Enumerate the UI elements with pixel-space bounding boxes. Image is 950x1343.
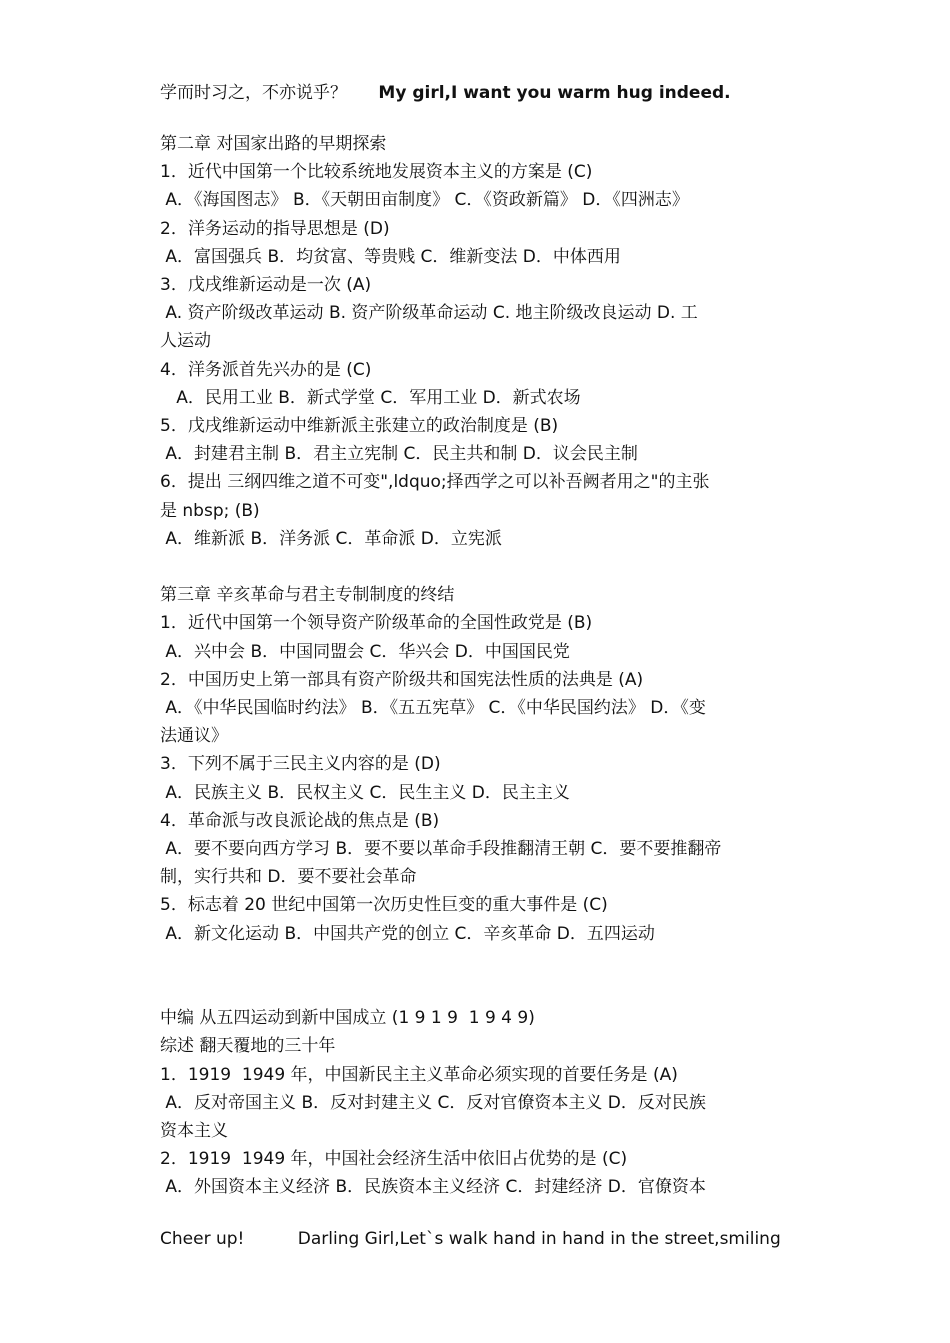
text-line: 第三章 辛亥革命与君主专制制度的终结 <box>160 585 455 606</box>
text-line: 法通议》 <box>160 726 228 747</box>
text-line: 3．戊戌维新运动是一次 (A) <box>160 275 372 296</box>
text-line: 5．标志着 20 世纪中国第一次历史性巨变的重大事件是 (C) <box>160 895 608 916</box>
document-body <box>160 130 800 1202</box>
text-line: 中编 从五四运动到新中国成立 (1 9 1 9 1 9 4 9) <box>160 1008 535 1029</box>
text-line: 人运动 <box>160 331 211 352</box>
text-line: A．外国资本主义经济 B．民族资本主义经济 C．封建经济 D．官僚资本 <box>160 1177 706 1198</box>
text-line: A．《中华民国临时约法》 B．《五五宪草》 C．《中华民国约法》 D．《变 <box>160 698 706 719</box>
text-line: 5．戊戌维新运动中维新派主张建立的政治制度是 (B) <box>160 416 559 437</box>
header-line <box>160 78 731 103</box>
text-line: A．民用工业 B．新式学堂 C．军用工业 D．新式农场 <box>160 387 581 408</box>
text-line: A．富国强兵 B．均贫富、等贵贱 C．维新变法 D．中体西用 <box>160 246 621 267</box>
text-line: 6．提出 三纲四维之道不可变",ldquo;择西学之可以补吾阙者用之"的主张 <box>160 472 710 493</box>
text-line: 资本主义 <box>160 1121 228 1142</box>
text-line: A．反对帝国主义 B．反对封建主义 C．反对官僚资本主义 D．反对民族 <box>160 1092 706 1113</box>
footer-left: Cheer up! <box>160 1229 245 1249</box>
text-line <box>160 948 800 976</box>
text-line: 1．近代中国第一个比较系统地发展资本主义的方案是 (C) <box>160 162 593 183</box>
text-line: A．封建君主制 B．君主立宪制 C．民主共和制 D．议会民主制 <box>160 444 638 465</box>
text-line: A．要不要向西方学习 B．要不要以革命手段推翻清王朝 C．要不要推翻帝 <box>160 839 722 860</box>
text-line: A．兴中会 B．中国同盟会 C．华兴会 D．中国国民党 <box>160 641 570 662</box>
text-line: A．新文化运动 B．中国共产党的创立 C．辛亥革命 D．五四运动 <box>160 923 655 944</box>
header-motto: My girl,I want you warm hug indeed. <box>378 83 731 103</box>
text-line: A．《海国图志》 B．《天朝田亩制度》 C．《资政新篇》 D．《四洲志》 <box>160 190 689 211</box>
text-line: 2．1919 1949 年，中国社会经济生活中依旧占优势的是 (C) <box>160 1149 628 1170</box>
text-line: 1．1919 1949 年，中国新民主主义革命必须实现的首要任务是 (A) <box>160 1064 678 1085</box>
text-line: A．民族主义 B．民权主义 C．民生主义 D．民主主义 <box>160 782 570 803</box>
text-line: 是 nbsp; (B) <box>160 500 260 521</box>
text-line: 综述 翻天覆地的三十年 <box>160 1036 336 1057</box>
text-line: 第二章 对国家出路的早期探索 <box>160 134 387 154</box>
text-line <box>160 553 800 581</box>
text-line: 4．洋务派首先兴办的是 (C) <box>160 359 372 380</box>
footer-right: Darling Girl,Let`s walk hand in hand in the street,smiling <box>297 1229 781 1249</box>
footer-line <box>160 1229 781 1249</box>
text-line: 3．下列不属于三民主义内容的是 (D) <box>160 754 441 775</box>
text-line: 2．中国历史上第一部具有资产阶级共和国宪法性质的法典是 (A) <box>160 669 644 690</box>
text-line: A. 资产阶级改革运动 B. 资产阶级革命运动 C. 地主阶级改良运动 D. 工 <box>160 303 698 324</box>
text-line <box>160 976 800 1004</box>
text-line: 2．洋务运动的指导思想是 (D) <box>160 218 390 239</box>
text-line: 1．近代中国第一个领导资产阶级革命的全国性政党是 (B) <box>160 613 593 634</box>
text-line: A．维新派 B．洋务派 C．革命派 D．立宪派 <box>160 528 502 549</box>
text-line: 制，实行共和 D．要不要社会革命 <box>160 867 417 888</box>
header-quote: 学而时习之，不亦说乎？ <box>160 83 347 103</box>
text-line: 4．革命派与改良派论战的焦点是 (B) <box>160 810 440 831</box>
